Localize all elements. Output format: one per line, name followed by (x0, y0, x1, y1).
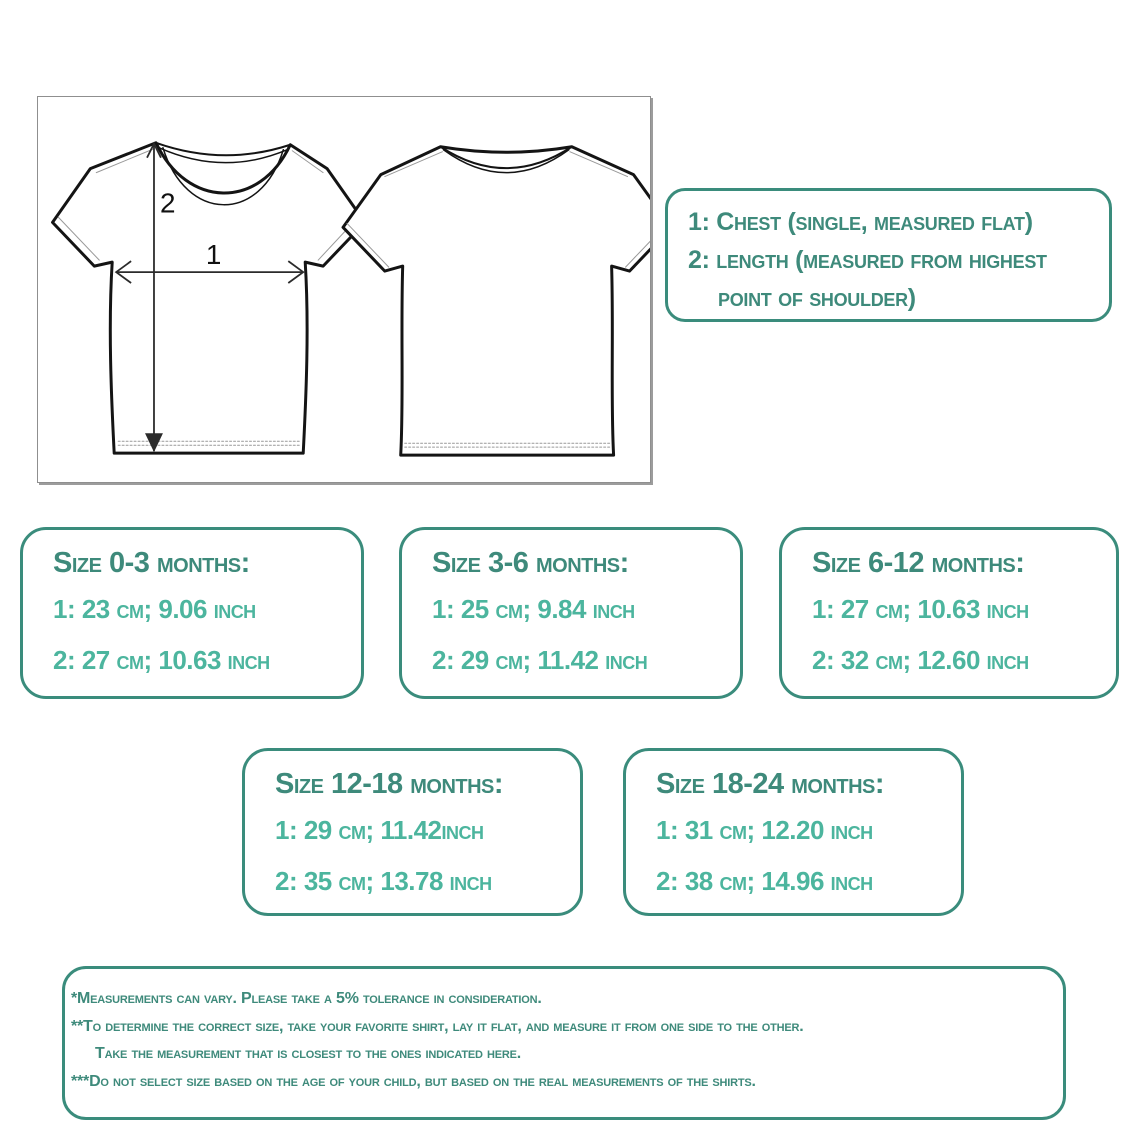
length-measurement: 2: 38 cm; 14.96 inch (656, 866, 873, 896)
footnotes-box (62, 966, 1066, 1120)
length-measurement: 2: 32 cm; 12.60 inch (812, 645, 1029, 675)
footnote-how-to-measure: **To determine the correct size, take your favorite shirt, lay it flat, and measure it from one side to the other. (71, 1017, 804, 1035)
size-box-12-18-months (242, 748, 583, 916)
length-measurement: 2: 29 cm; 11.42 inch (432, 645, 648, 675)
chest-measurement: 1: 31 cm; 12.20 inch (656, 815, 873, 845)
chest-label: 1 (205, 239, 222, 271)
length-label: 2 (159, 187, 176, 219)
size-box-18-24-months (623, 748, 964, 916)
tshirt-front-sketch (53, 143, 365, 453)
size-title: Size 6-12 months: (812, 547, 1025, 579)
legend-line-chest: 1: Chest (single, measured flat) (688, 208, 1033, 236)
footnote-how-to-measure-cont: Take the measurement that is closest to the ones indicated here. (95, 1045, 522, 1062)
chest-measurement: 1: 27 cm; 10.63 inch (812, 594, 1029, 624)
tshirt-sketch-frame (37, 96, 651, 483)
size-box-3-6-months (399, 527, 743, 699)
legend-line-length: 2: length (measured from highest (688, 246, 1047, 274)
tshirt-sketch (38, 97, 650, 482)
tshirt-back-sketch (343, 147, 650, 455)
size-box-6-12-months (779, 527, 1119, 699)
footnote-tolerance: *Measurements can vary. Please take a 5% tolerance in consideration. (71, 990, 542, 1007)
measurement-legend-box (665, 188, 1112, 322)
chest-measurement: 1: 23 cm; 9.06 inch (53, 594, 256, 624)
footnote-age-warning: ***Do not select size based on the age of your child, but based on the real measurements of the shirts. (71, 1072, 756, 1090)
chest-measurement: 1: 29 cm; 11.42inch (275, 815, 484, 845)
length-measurement: 2: 35 cm; 13.78 inch (275, 866, 492, 896)
size-title: Size 3-6 months: (432, 547, 629, 579)
chest-measurement: 1: 25 cm; 9.84 inch (432, 594, 635, 624)
size-box-0-3-months (20, 527, 364, 699)
legend-line-length-cont: point of shoulder) (718, 284, 916, 312)
size-title: Size 0-3 months: (53, 547, 250, 579)
length-measurement: 2: 27 cm; 10.63 inch (53, 645, 270, 675)
size-title: Size 12-18 months: (275, 768, 504, 800)
size-title: Size 18-24 months: (656, 768, 885, 800)
